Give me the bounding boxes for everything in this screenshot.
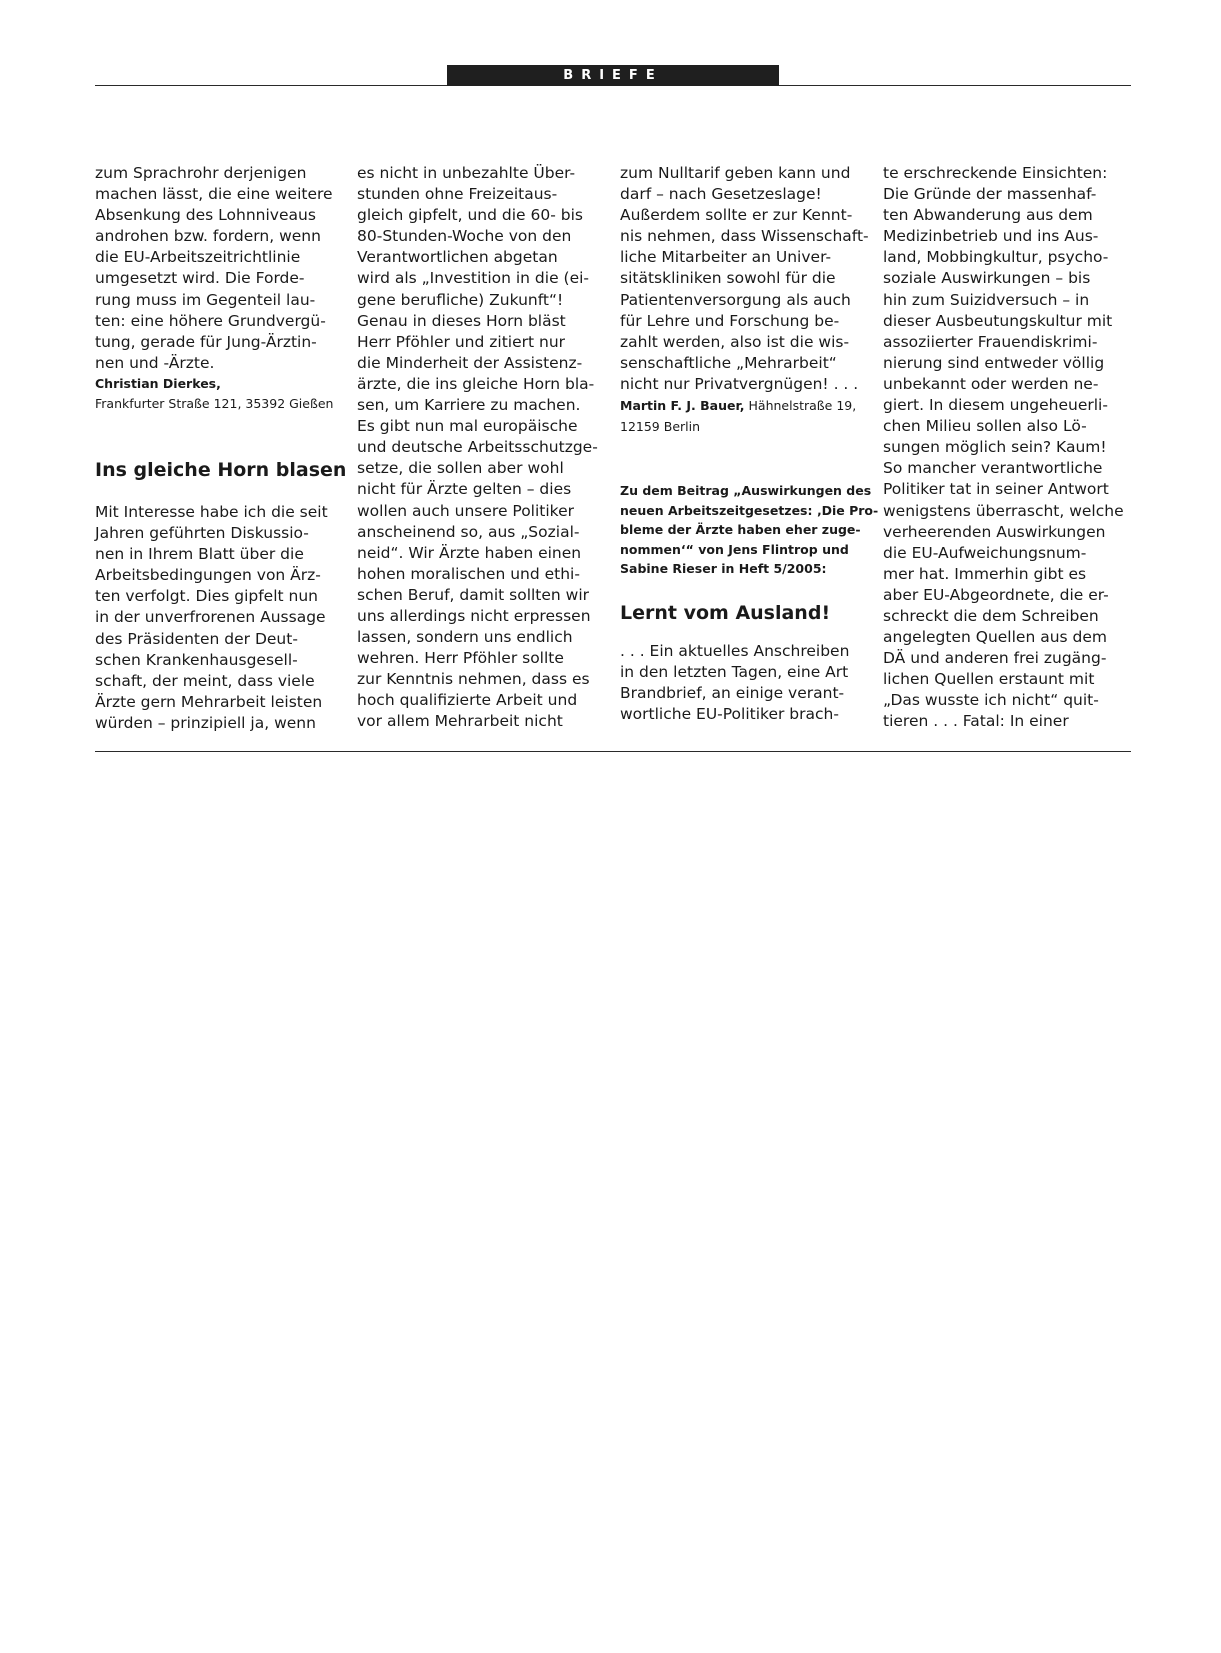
signature-address: 12159 Berlin bbox=[620, 419, 701, 435]
column-2 bbox=[357, 163, 605, 733]
text-line: Politiker tat in seiner Antwort bbox=[883, 480, 1109, 499]
text-line: Verantwortlichen abgetan bbox=[357, 248, 558, 267]
text-line: wird als „Investition in die (ei- bbox=[357, 269, 590, 288]
text-line: in den letzten Tagen, eine Art bbox=[620, 662, 849, 681]
text-line: hoch qualifizierte Arbeit und bbox=[357, 691, 578, 710]
text-line: chen Milieu sollen also Lö- bbox=[883, 417, 1087, 436]
text-line: nis nehmen, dass Wissenschaft- bbox=[620, 227, 869, 246]
text-line: ten verfolgt. Dies gipfelt nun bbox=[95, 587, 319, 606]
text-line: in der unverfrorenen Aussage bbox=[95, 608, 326, 627]
text-line: die EU-Aufweichungsnum- bbox=[883, 543, 1087, 562]
text-line: darf – nach Gesetzeslage! bbox=[620, 185, 822, 204]
text-line: nicht für Ärzte gelten – dies bbox=[357, 480, 572, 499]
text-line: Es gibt nun mal europäische bbox=[357, 417, 578, 436]
column-4 bbox=[883, 163, 1131, 733]
text-line: 80-Stunden-Woche von den bbox=[357, 227, 572, 246]
text-line: gene berufliche) Zukunft“! bbox=[357, 290, 564, 309]
section-label: BRIEFE bbox=[447, 65, 779, 86]
text-line: machen lässt, die eine weitere bbox=[95, 185, 333, 204]
text-line: soziale Auswirkungen – bis bbox=[883, 269, 1091, 288]
text-line: umgesetzt wird. Die Forde- bbox=[95, 269, 305, 288]
text-line: nierung sind entweder völlig bbox=[883, 353, 1105, 372]
reference-line: nommen‘“ von Jens Flintrop und bbox=[620, 541, 849, 557]
text-line: ärzte, die ins gleiche Horn bla- bbox=[357, 374, 595, 393]
text-line: androhen bzw. fordern, wenn bbox=[95, 227, 321, 246]
text-line: schreckt die dem Schreiben bbox=[883, 606, 1099, 625]
text-line: lichen Quellen erstaunt mit bbox=[883, 670, 1095, 689]
text-line: aber EU-Abgeordnete, die er- bbox=[883, 585, 1109, 604]
text-line: hin zum Suizidversuch – in bbox=[883, 290, 1090, 309]
text-line: „Das wusste ich nicht“ quit- bbox=[883, 691, 1099, 710]
text-line: Medizinbetrieb und ins Aus- bbox=[883, 227, 1099, 246]
text-line: Patientenversorgung als auch bbox=[620, 290, 851, 309]
letter-headline: Lernt vom Ausland! bbox=[620, 601, 831, 624]
spacer bbox=[95, 482, 343, 502]
reference-line: bleme der Ärzte haben eher zuge- bbox=[620, 522, 861, 538]
text-line: und deutsche Arbeitsschutzge- bbox=[357, 438, 598, 457]
text-line: Herr Pföhler und zitiert nur bbox=[357, 332, 566, 351]
text-line: sungen möglich sein? Kaum! bbox=[883, 438, 1107, 457]
text-line: Brandbrief, an einige verant- bbox=[620, 683, 845, 702]
text-line: tieren . . . Fatal: In einer bbox=[883, 712, 1069, 731]
text-line: zum Sprachrohr derjenigen bbox=[95, 164, 307, 182]
text-line: Absenkung des Lohnniveaus bbox=[95, 206, 316, 225]
text-line: dieser Ausbeutungskultur mit bbox=[883, 311, 1113, 330]
text-line: es nicht in unbezahlte Über- bbox=[357, 164, 576, 182]
text-line: zur Kenntnis nehmen, dass es bbox=[357, 670, 590, 689]
letter-1-end bbox=[95, 163, 343, 374]
text-line: Außerdem sollte er zur Kennt- bbox=[620, 206, 853, 225]
text-line: land, Mobbingkultur, psycho- bbox=[883, 248, 1109, 267]
text-line: assoziierter Frauendiskrimi- bbox=[883, 332, 1098, 351]
text-line: tung, gerade für Jung-Ärztin- bbox=[95, 332, 317, 351]
article-reference bbox=[620, 481, 879, 579]
text-line: hohen moralischen und ethi- bbox=[357, 564, 580, 583]
signature-address: Hähnelstraße 19, bbox=[748, 398, 857, 414]
spacer bbox=[620, 437, 868, 481]
text-line: zum Nulltarif geben kann und bbox=[620, 164, 851, 182]
text-line: setze, die sollen aber wohl bbox=[357, 459, 564, 478]
letter-headline: Ins gleiche Horn blasen bbox=[95, 458, 347, 481]
text-line: DÄ und anderen frei zugäng- bbox=[883, 649, 1107, 668]
text-line: giert. In diesem ungeheuerli- bbox=[883, 396, 1108, 415]
reference-line: neuen Arbeitszeitgesetzes: ‚Die Pro- bbox=[620, 502, 879, 518]
text-line: mer hat. Immerhin gibt es bbox=[883, 564, 1087, 583]
text-line: würden – prinzipiell ja, wenn bbox=[95, 713, 316, 732]
reference-line: Sabine Rieser in Heft 5/2005: bbox=[620, 561, 827, 577]
text-line: wenigstens überrascht, welche bbox=[883, 501, 1124, 520]
text-line: für Lehre und Forschung be- bbox=[620, 311, 840, 330]
text-line: Die Gründe der massenhaf- bbox=[883, 185, 1097, 204]
text-line: nicht nur Privatvergnügen! . . . bbox=[620, 374, 859, 393]
text-line: Jahren geführten Diskussio- bbox=[95, 524, 309, 543]
text-line: wehren. Herr Pföhler sollte bbox=[357, 649, 564, 668]
letter-2-end bbox=[620, 163, 868, 395]
text-line: stunden ohne Freizeitaus- bbox=[357, 185, 558, 204]
text-line: Arbeitsbedingungen von Ärz- bbox=[95, 566, 321, 585]
text-line: ten Abwanderung aus dem bbox=[883, 206, 1093, 225]
text-line: So mancher verantwortliche bbox=[883, 459, 1103, 478]
text-line: uns allerdings nicht erpressen bbox=[357, 606, 591, 625]
bottom-rule bbox=[95, 751, 1131, 752]
text-line: wortliche EU-Politiker brach- bbox=[620, 704, 839, 723]
text-line: lassen, sondern uns endlich bbox=[357, 628, 573, 647]
letter-3-start bbox=[620, 641, 868, 725]
text-line: Mit Interesse habe ich die seit bbox=[95, 502, 328, 521]
spacer bbox=[620, 625, 868, 641]
text-line: unbekannt oder werden ne- bbox=[883, 374, 1099, 393]
text-line: Ärzte gern Mehrarbeit leisten bbox=[95, 692, 323, 711]
text-line: schaft, der meint, dass viele bbox=[95, 671, 315, 690]
text-line: Genau in dieses Horn bläst bbox=[357, 311, 566, 330]
signature-address: Frankfurter Straße 121, 35392 Gießen bbox=[95, 395, 334, 411]
text-line: liche Mitarbeiter an Univer- bbox=[620, 248, 832, 267]
text-line: nen und -Ärzte. bbox=[95, 353, 215, 372]
text-line: schen Krankenhausgesell- bbox=[95, 650, 298, 669]
text-line: zahlt werden, also ist die wis- bbox=[620, 332, 850, 351]
column-3 bbox=[620, 163, 879, 725]
text-line: wollen auch unsere Politiker bbox=[357, 501, 575, 520]
text-line: verheerenden Auswirkungen bbox=[883, 522, 1106, 541]
signature-name: Christian Dierkes, bbox=[95, 375, 221, 391]
spacer bbox=[620, 579, 868, 601]
letter-2-start bbox=[95, 502, 343, 734]
text-line: nen in Ihrem Blatt über die bbox=[95, 545, 304, 564]
text-line: des Präsidenten der Deut- bbox=[95, 629, 298, 648]
signature bbox=[620, 395, 868, 416]
text-line: neid“. Wir Ärzte haben einen bbox=[357, 543, 582, 562]
text-line: sen, um Karriere zu machen. bbox=[357, 396, 581, 415]
text-line: senschaftliche „Mehrarbeit“ bbox=[620, 353, 837, 372]
text-line: sitätskliniken sowohl für die bbox=[620, 269, 836, 288]
text-line: angelegten Quellen aus dem bbox=[883, 628, 1108, 647]
spacer bbox=[95, 414, 343, 458]
text-line: gleich gipfelt, und die 60- bis bbox=[357, 206, 583, 225]
text-line: die EU-Arbeitszeitrichtlinie bbox=[95, 248, 301, 267]
reference-line: Zu dem Beitrag „Auswirkungen des bbox=[620, 483, 872, 499]
text-line: ten: eine höhere Grundvergü- bbox=[95, 311, 326, 330]
text-line: vor allem Mehrarbeit nicht bbox=[357, 712, 563, 731]
text-line: . . . Ein aktuelles Anschreiben bbox=[620, 641, 850, 660]
text-line: anscheinend so, aus „Sozial- bbox=[357, 522, 580, 541]
text-line: rung muss im Gegenteil lau- bbox=[95, 290, 316, 309]
column-1 bbox=[95, 163, 347, 734]
text-line: schen Beruf, damit sollten wir bbox=[357, 585, 590, 604]
text-line: te erschreckende Einsichten: bbox=[883, 164, 1108, 182]
signature-name: Martin F. J. Bauer, bbox=[620, 398, 745, 414]
text-line: die Minderheit der Assistenz- bbox=[357, 353, 583, 372]
